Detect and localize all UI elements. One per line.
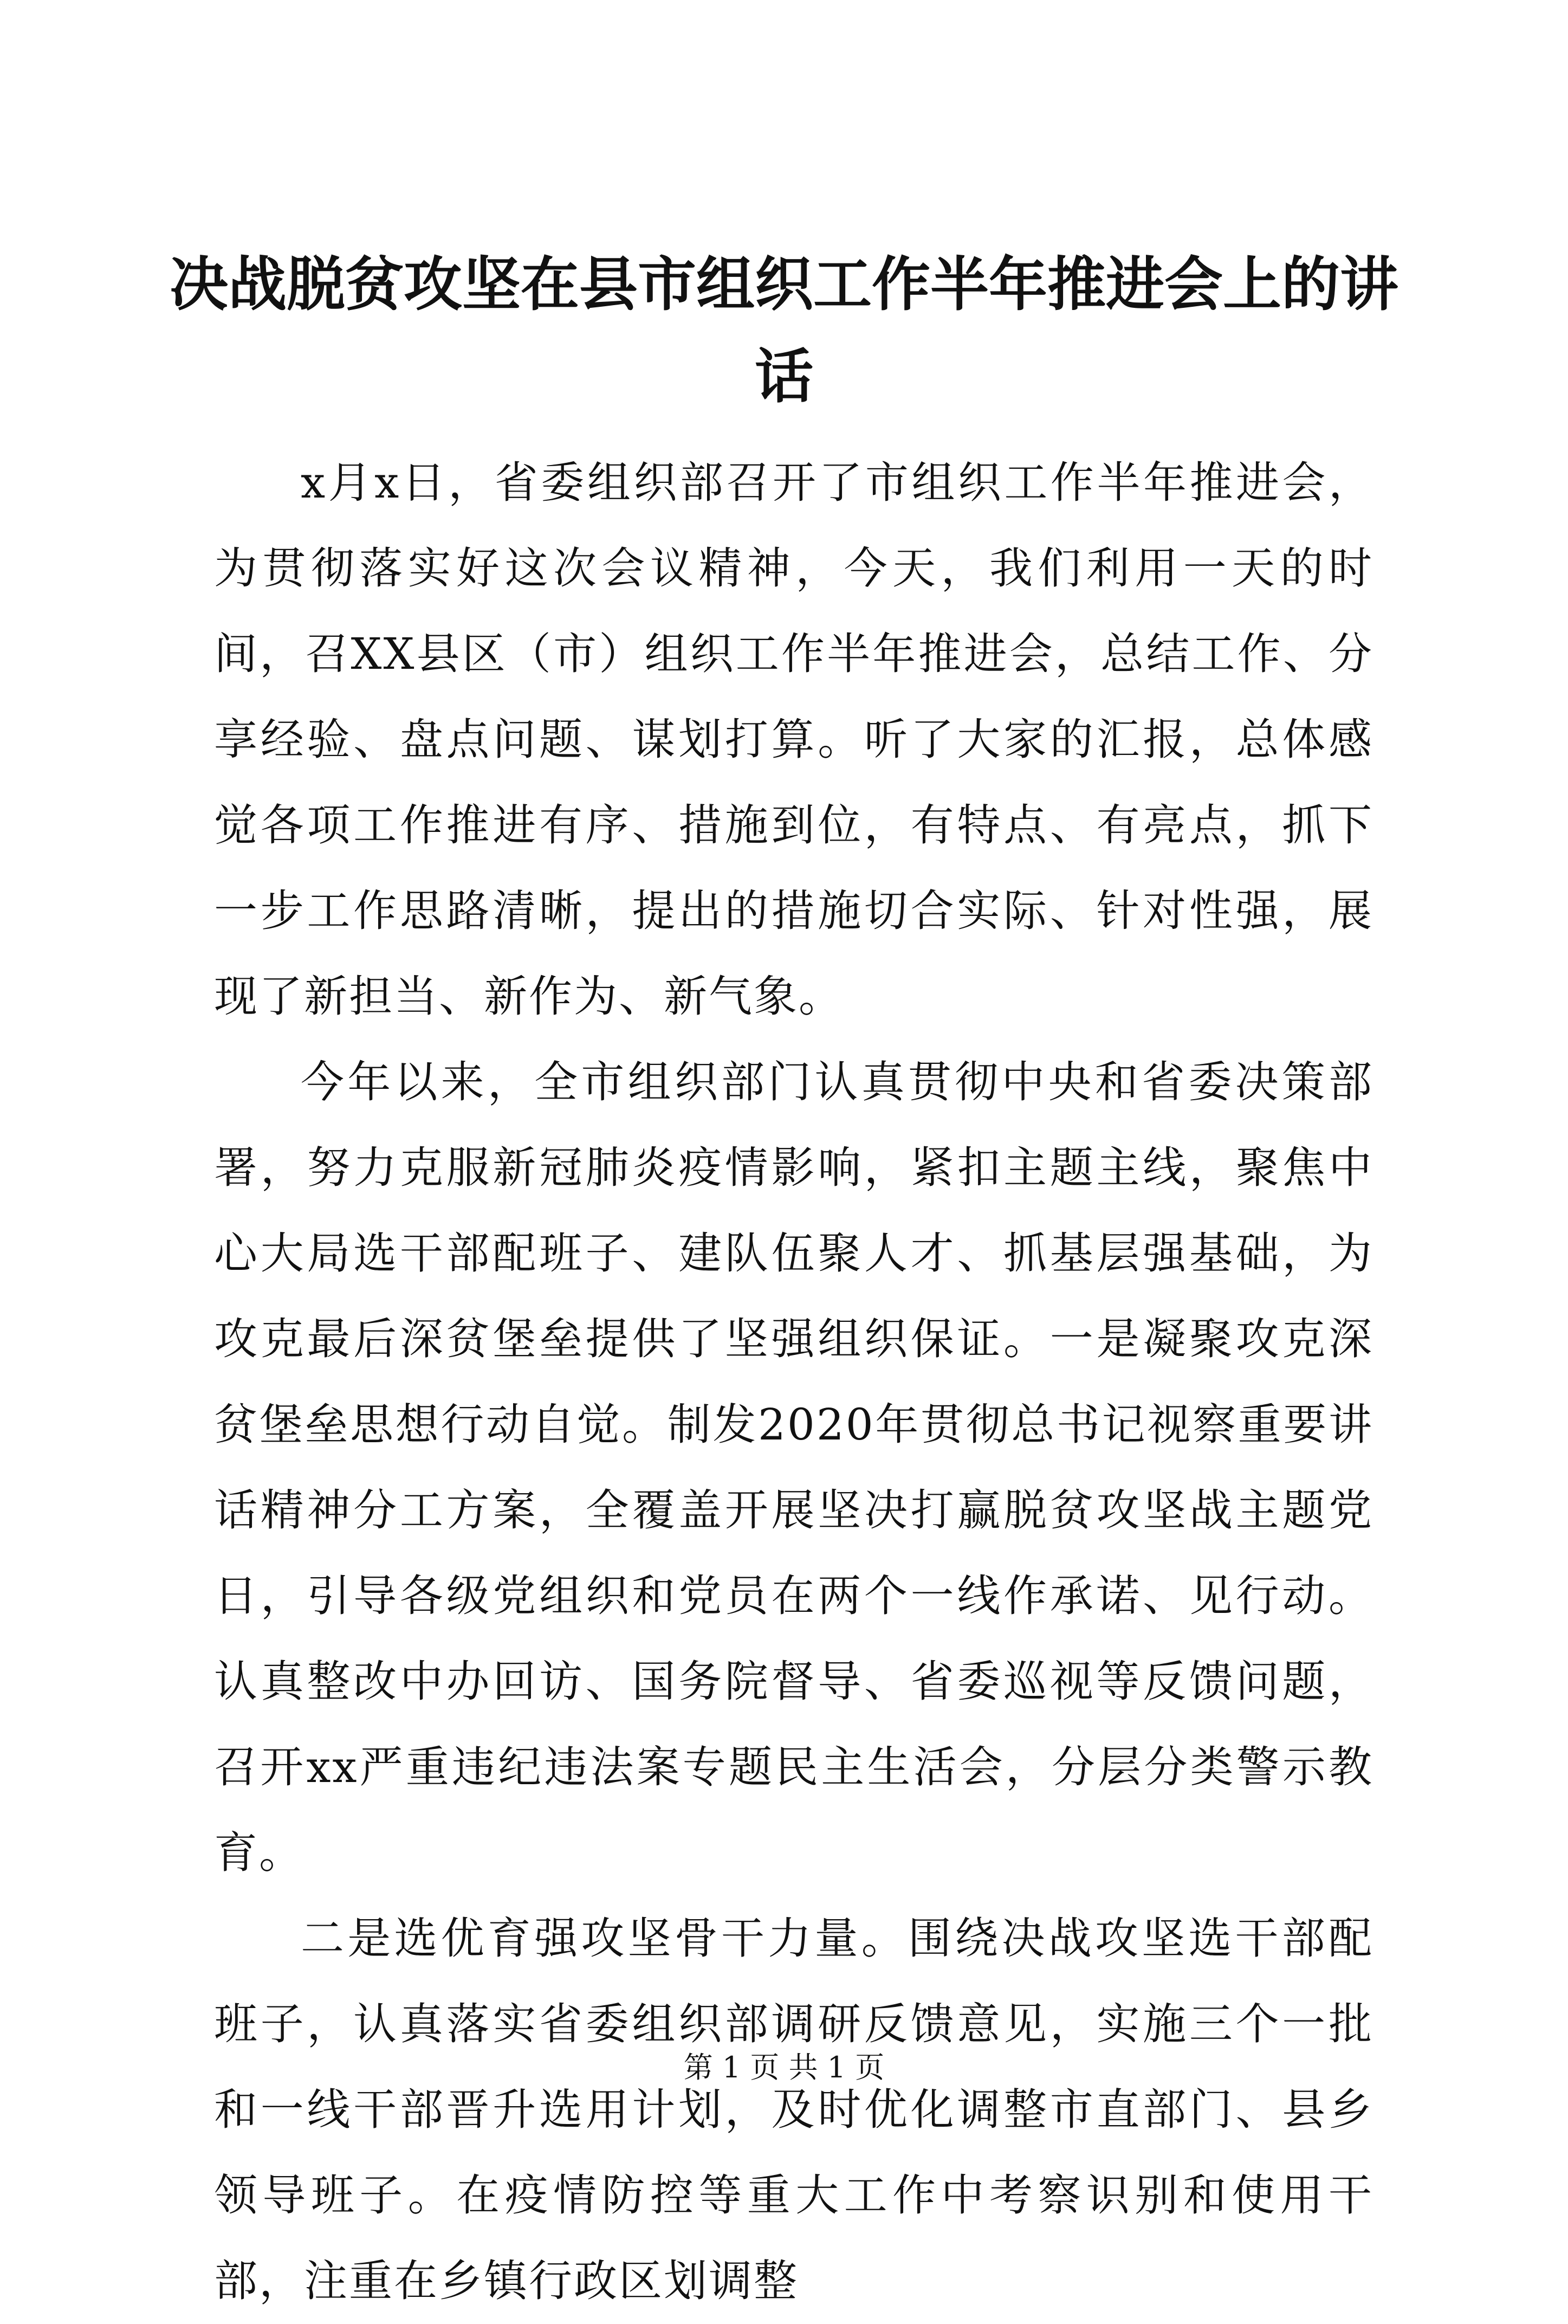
document-title: 决战脱贫攻坚在县市组织工作半年推进会上的讲话	[169, 250, 1398, 411]
document-body	[214, 440, 1373, 2324]
page-footer: 第 1 页 共 1 页	[683, 2050, 885, 2084]
paragraph-1: x月x日，省委组织部召开了市组织工作半年推进会，为贯彻落实好这次会议精神，今天，我们利用一天的时间，召XX县区（市）组织工作半年推进会，总结工作、分享经验、盘点问题、谋划打算。听了大家的汇报，总体感觉各项工作推进有序、措施到位，有特点、有亮点，抓下一步工作思路清晰，提出的措施切合实际、针对性强，展现了新担当、新作为、新气象。	[214, 457, 1373, 1022]
paragraph-2: 今年以来，全市组织部门认真贯彻中央和省委决策部署，努力克服新冠肺炎疫情影响，紧扣主题主线，聚焦中心大局选干部配班子、建队伍聚人才、抓基层强基础，为攻克最后深贫堡垒提供了坚强组织保证。一是凝聚攻克深贫堡垒思想行动自觉。制发2020年贯彻总书记视察重要讲话精神分工方案，全覆盖开展坚决打赢脱贫攻坚战主题党日，引导各级党组织和党员在两个一线作承诺、见行动。认真整改中办回访、国务院督导、省委巡视等反馈问题，召开xx严重违纪违法案专题民主生活会，分层分类警示教育。	[214, 1057, 1373, 1878]
paragraph-3: 二是选优育强攻坚骨干力量。围绕决战攻坚选干部配班子，认真落实省委组织部调研反馈意见，实施三个一批和一线干部晋升选用计划，及时优化调整市直部门、县乡领导班子。在疫情防控等重大工作中考察识别和使用干部，注重在乡镇行政区划调整	[214, 1913, 1373, 2306]
